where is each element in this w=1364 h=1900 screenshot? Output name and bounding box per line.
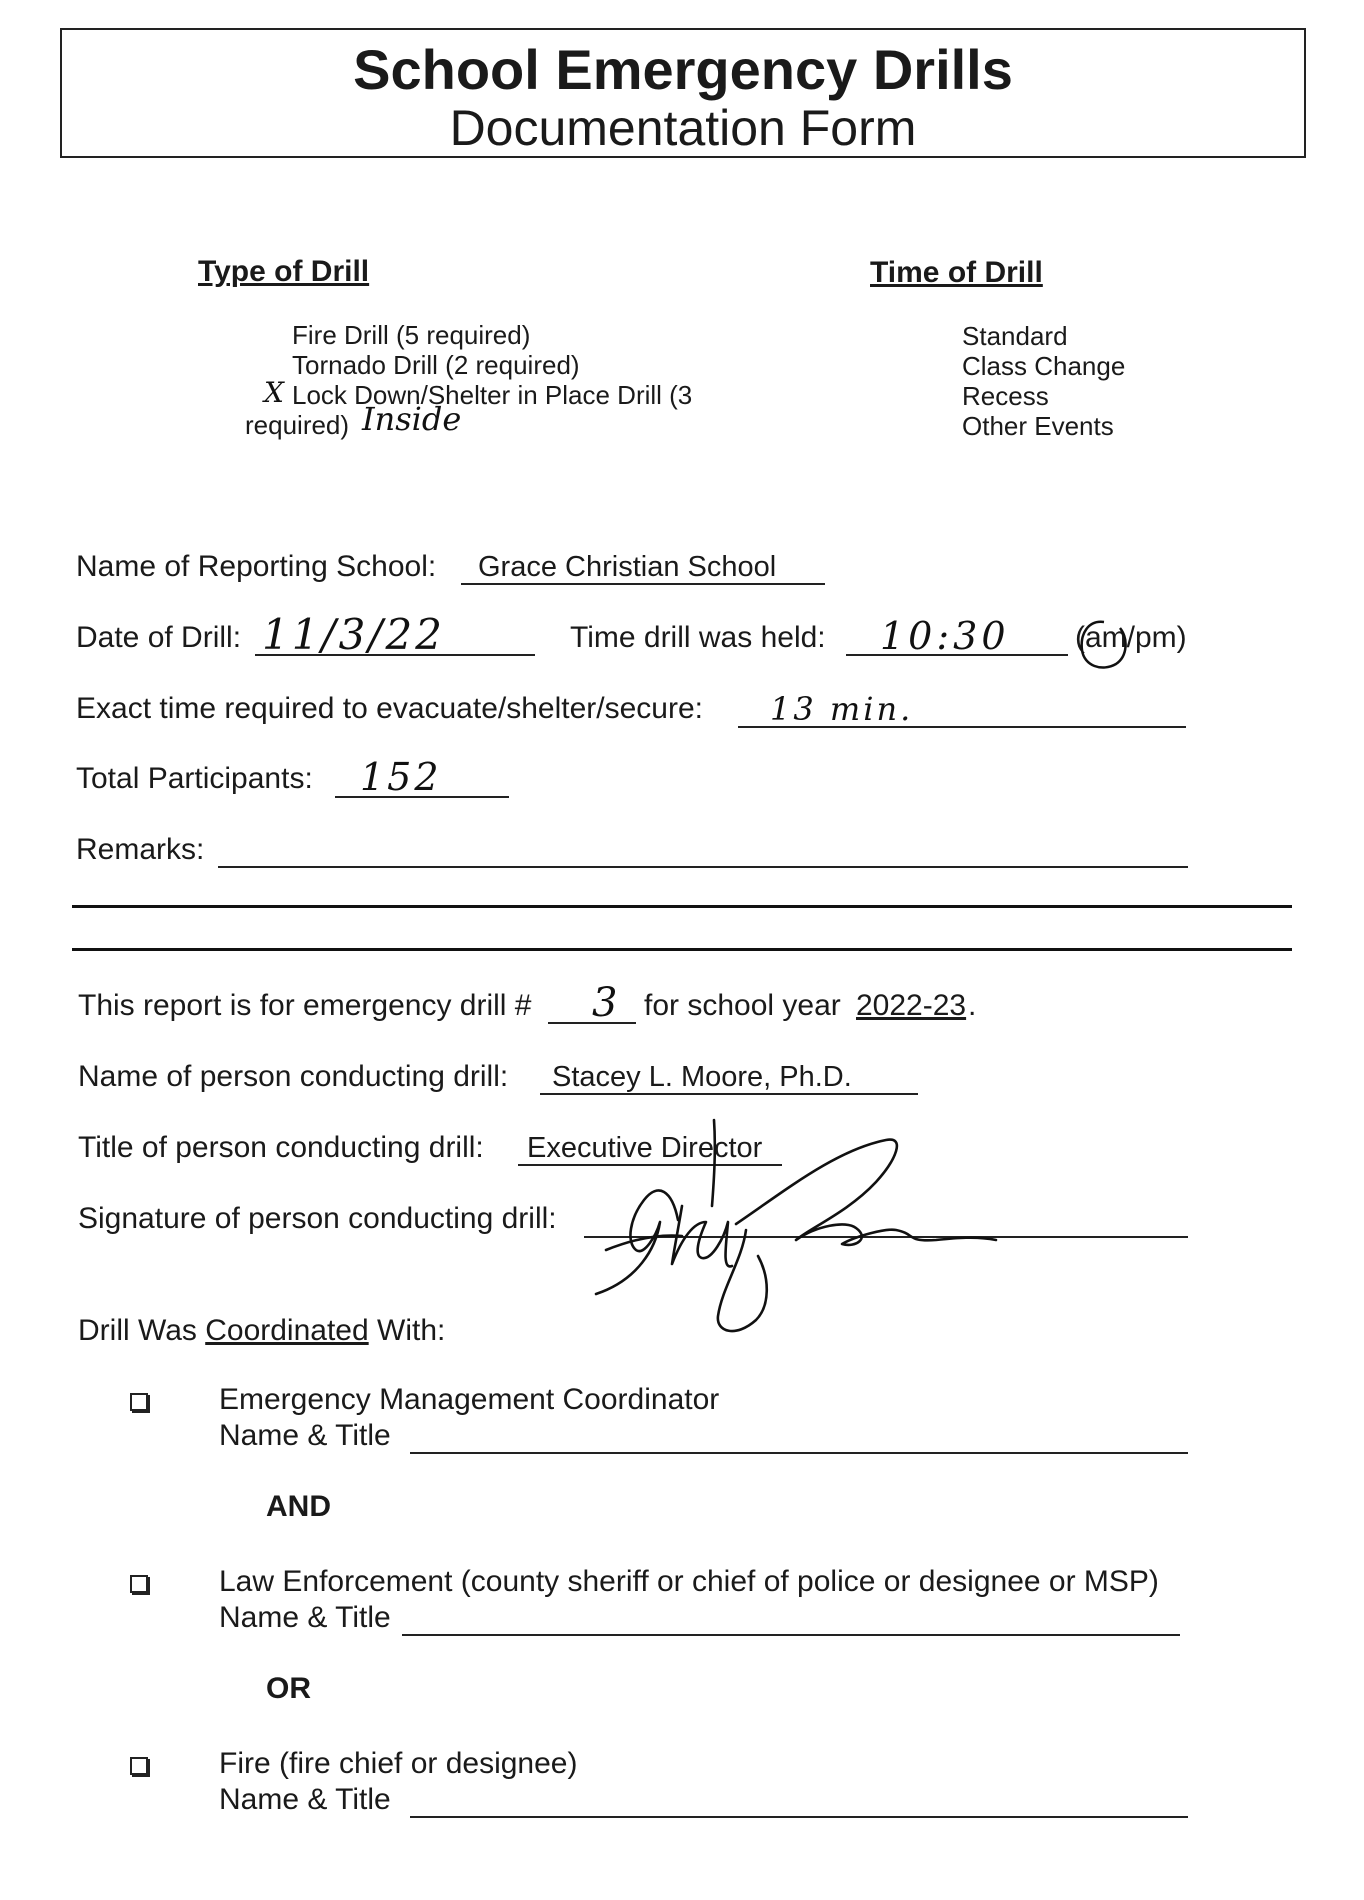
name-title-label-1: Name & Title <box>219 1419 391 1452</box>
time-held-underline <box>846 654 1068 656</box>
time-option-other-events[interactable]: Other Events <box>962 411 1114 441</box>
form-title: School Emergency Drills <box>353 38 1013 101</box>
time-held-label: Time drill was held: <box>570 621 826 654</box>
participants-label: Total Participants: <box>76 762 313 795</box>
checkbox-law-enforcement[interactable] <box>130 1575 148 1593</box>
connector-and: AND <box>266 1490 331 1523</box>
school-underline <box>461 583 825 585</box>
report-suffix: . <box>968 989 977 1022</box>
drill-number-underline <box>548 1022 636 1024</box>
school-value[interactable]: Grace Christian School <box>478 551 777 583</box>
remarks-line-2[interactable] <box>72 905 1292 908</box>
form-title-box <box>60 28 1306 158</box>
exact-time-value[interactable]: 13 min. <box>770 690 914 728</box>
name-title-label-3: Name & Title <box>219 1783 391 1816</box>
drill-checkmark-x: X <box>264 376 284 409</box>
type-of-drill-heading: Type of Drill <box>198 255 370 288</box>
drill-option-lockdown[interactable]: Lock Down/Shelter in Place Drill (3 <box>292 380 693 410</box>
time-option-standard[interactable]: Standard <box>962 321 1068 351</box>
date-underline <box>255 654 535 656</box>
school-year-value: 2022-23 <box>856 989 967 1022</box>
school-label: Name of Reporting School: <box>76 550 437 583</box>
checkbox-fire[interactable] <box>130 1757 148 1775</box>
coordinated-label: Drill Was Coordinated With: <box>78 1314 446 1347</box>
date-value[interactable]: 11/3/22 <box>262 610 445 659</box>
date-label: Date of Drill: <box>76 621 242 654</box>
drill-handwritten-note: Inside <box>362 400 462 438</box>
person-value[interactable]: Stacey L. Moore, Ph.D. <box>552 1061 852 1093</box>
exact-time-label: Exact time required to evacuate/shelter/secure: <box>76 692 703 725</box>
remarks-line-1[interactable] <box>218 866 1188 868</box>
name-title-line-3[interactable] <box>410 1816 1188 1818</box>
coordination-item-fire: Fire (fire chief or designee) <box>219 1747 578 1780</box>
coordination-item-law-enforcement: Law Enforcement (county sheriff or chief of police or designee or MSP) <box>219 1565 1159 1598</box>
connector-or: OR <box>266 1672 311 1705</box>
name-title-line-1[interactable] <box>410 1452 1188 1454</box>
title-label: Title of person conducting drill: <box>78 1131 484 1164</box>
form-subtitle: Documentation Form <box>449 100 917 156</box>
time-of-drill-heading: Time of Drill <box>870 256 1043 289</box>
signature-label: Signature of person conducting drill: <box>78 1202 557 1235</box>
remarks-line-3[interactable] <box>72 948 1292 951</box>
name-title-label-2: Name & Title <box>219 1601 391 1634</box>
am-pm-label: (am/pm) <box>1075 621 1187 654</box>
time-option-recess[interactable]: Recess <box>962 381 1049 411</box>
signature-scribble <box>586 1110 1006 1340</box>
name-title-line-2[interactable] <box>402 1634 1180 1636</box>
time-option-class-change[interactable]: Class Change <box>962 351 1126 381</box>
report-prefix: This report is for emergency drill # <box>78 989 532 1022</box>
checkbox-emergency-management[interactable] <box>130 1393 148 1411</box>
title-value[interactable]: Executive Director <box>527 1132 763 1164</box>
person-underline <box>540 1093 918 1095</box>
person-label: Name of person conducting drill: <box>78 1060 509 1093</box>
participants-underline <box>335 796 509 798</box>
time-held-value[interactable]: 10:30 <box>880 614 1010 658</box>
exact-time-underline <box>738 726 1186 728</box>
am-circle-mark <box>1074 616 1134 676</box>
coordination-item-emergency-management: Emergency Management Coordinator <box>219 1383 720 1416</box>
drill-option-tornado[interactable]: Tornado Drill (2 required) <box>292 350 580 380</box>
remarks-label: Remarks: <box>76 833 205 866</box>
drill-option-fire[interactable]: Fire Drill (5 required) <box>292 320 531 350</box>
participants-value[interactable]: 152 <box>360 755 442 799</box>
report-middle: for school year <box>644 989 841 1022</box>
drill-option-lockdown-cont: required) <box>245 410 350 440</box>
drill-number-value[interactable]: 3 <box>592 980 618 1026</box>
